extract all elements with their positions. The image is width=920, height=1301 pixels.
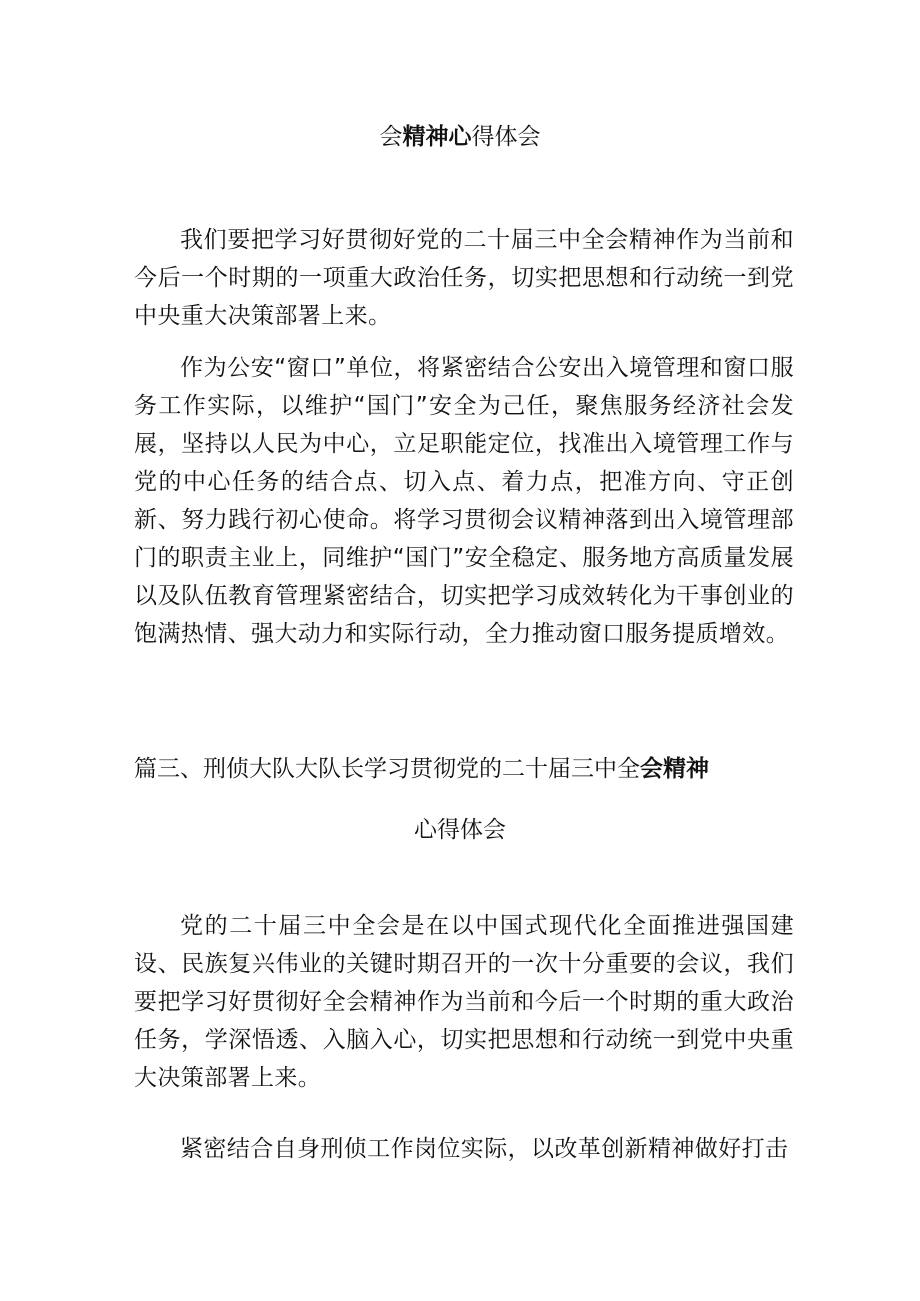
title-part-3: 得体会 (471, 124, 541, 150)
title-part-1: 会 (379, 124, 403, 150)
section-subheading: 心得体会 (414, 817, 506, 843)
paragraph-1: 我们要把学习好贯彻好党的二十届三中全会精神作为当前和今后一个时期的一项重大政治任务，切实把思想和行动统一到党中央重大决策部署上来。 (134, 227, 794, 329)
section-heading-plain: 篇三、刑侦大队大队长学习贯彻党的二十届三中全 (134, 756, 640, 782)
paragraph-2: 作为公安“窗口”单位，将紧密结合公安出入境管理和窗口服务工作实际，以维护“国门”安全为己任，聚焦服务经济社会发展，坚持以人民为中心，立足职能定位，找准出入境管理工作与党的中心任务的结合点、切入点、着力点，把准方向、守正创新、努力践行初心使命。将学习贯彻会议精神落到出入境管理部门的职责主业上，同维护“国门”安全稳定、服务地方高质量发展以及队伍教育管理紧密结合，切实把学习成效转化为干事创业的饱满热情、强大动力和实际行动，全力推动窗口服务提质增效。 (134, 355, 794, 647)
paragraph-3: 党的二十届三中全会是在以中国式现代化全面推进强国建设、民族复兴伟业的关键时期召开的一次十分重要的会议，我们要把学习好贯彻好全会精神作为当前和今后一个时期的重大政治任务，学深悟透、入脑入心，切实把思想和行动统一到党中央重大决策部署上来。 (134, 913, 794, 1091)
document-title (0, 122, 920, 152)
section-heading-bold: 会精神 (640, 756, 709, 782)
title-part-2-bold: 精神心 (402, 124, 472, 150)
section-heading (134, 754, 794, 784)
paragraph-4: 紧密结合自身刑侦工作岗位实际，以改革创新精神做好打击 (180, 1136, 789, 1162)
